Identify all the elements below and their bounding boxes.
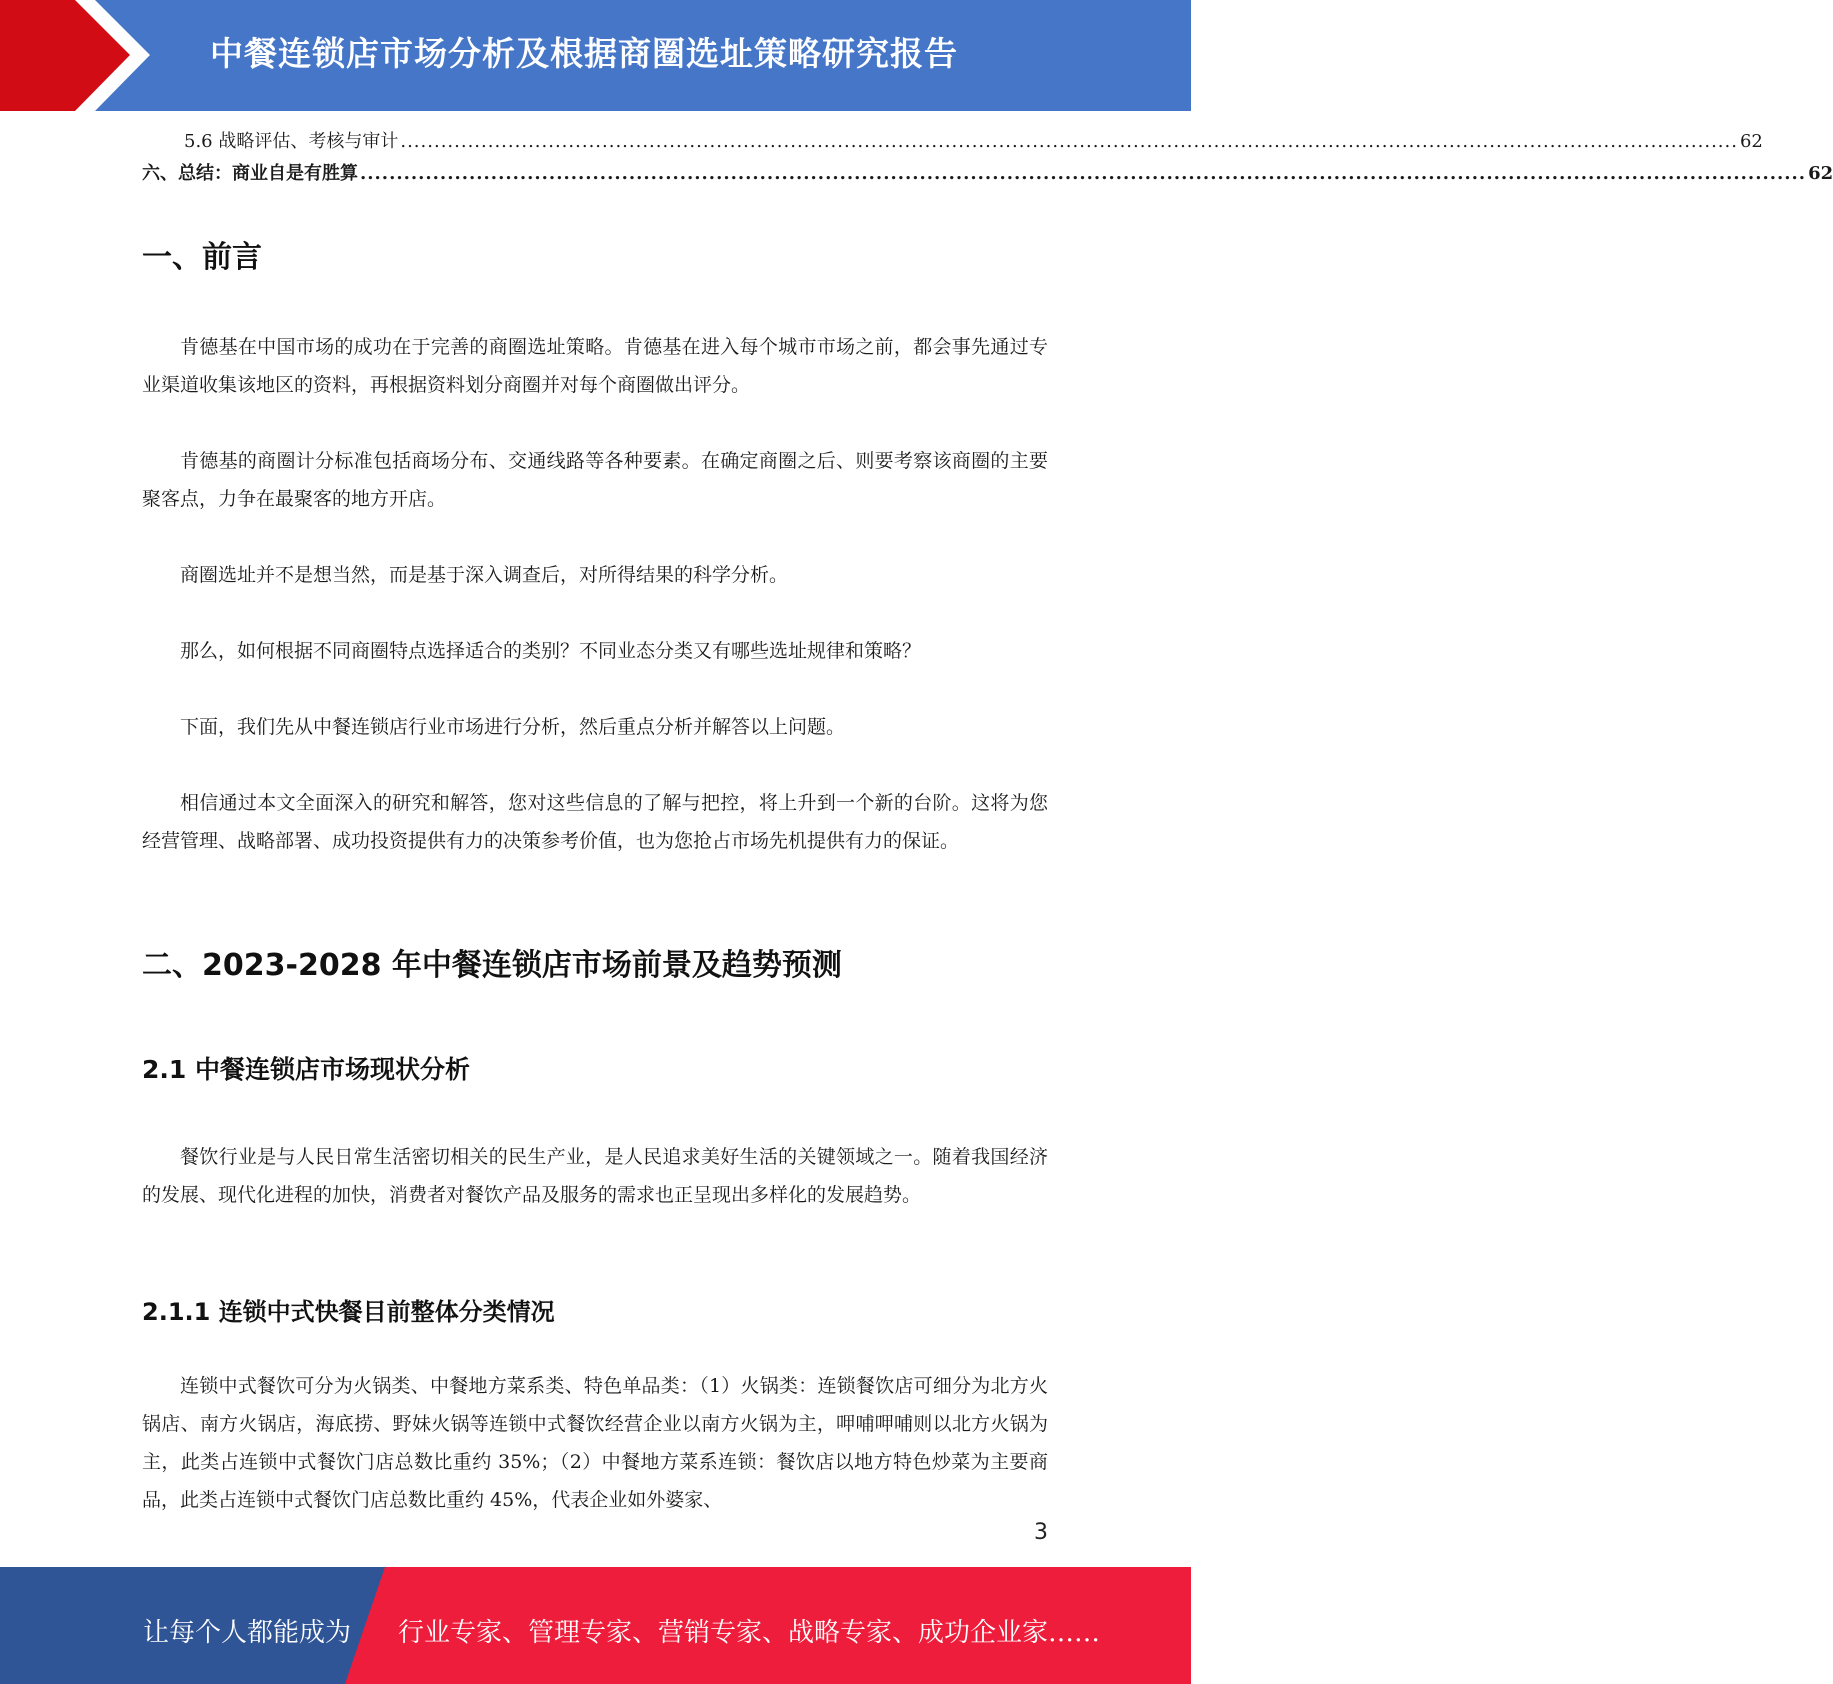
report-title: 中餐连锁店市场分析及根据商圈选址策略研究报告 [210, 34, 958, 73]
paragraph: 肯德基在中国市场的成功在于完善的商圈选址策略。肯德基在进入每个城市市场之前，都会事先通过专业渠道收集该地区的资料，再根据资料划分商圈并对每个商圈做出评分。 [142, 336, 1048, 396]
paragraph: 餐饮行业是与人民日常生活密切相关的民生产业，是人民追求美好生活的关键领域之一。随着我国经济的发展、现代化进程的加快，消费者对餐饮产品及服务的需求也正呈现出多样化的发展趋势。 [142, 1146, 1048, 1206]
market-status-heading: 2.1 中餐连锁店市场现状分析 [142, 1055, 470, 1084]
footer-slogan-right: 行业专家、管理专家、营销专家、战略专家、成功企业家…… [398, 1618, 1101, 1648]
paragraph: 连锁中式餐饮可分为火锅类、中餐地方菜系类、特色单品类：（1）火锅类：连锁餐饮店可细分为北方火锅店、南方火锅店，海底捞、野妹火锅等连锁中式餐饮经营企业以南方火锅为主，呷哺呷哺则以北方火锅为主，此类占连锁中式餐饮门店总数比重约 35%；（2）中餐地方菜系连锁：餐饮店以地方特色炒菜为主要商品，此类占连锁中式餐饮门店总数比重约 45%，代表企业如外婆家、 [142, 1375, 1048, 1511]
toc-entry-page: 62 [1808, 163, 1833, 184]
paragraph: 那么，如何根据不同商圈特点选择适合的类别？不同业态分类又有哪些选址规律和策略？ [180, 640, 922, 662]
footer-banner [0, 1567, 1191, 1684]
table-of-contents [142, 126, 1833, 190]
toc-entry-label: 5.6 战略评估、考核与审计 [184, 131, 399, 152]
header-banner [0, 0, 1191, 111]
paragraph: 下面，我们先从中餐连锁店行业市场进行分析，然后重点分析并解答以上问题。 [180, 716, 846, 738]
toc-leader-dots: ....................................................................................................................................................................................................... [360, 163, 1807, 184]
paragraph: 商圈选址并不是想当然，而是基于深入调查后，对所得结果的科学分析。 [180, 564, 789, 586]
toc-entry-label: 六、总结：商业自是有胜算 [142, 163, 358, 184]
paragraph: 相信通过本文全面深入的研究和解答，您对这些信息的了解与把控，将上升到一个新的台阶。这将为您经营管理、战略部署、成功投资提供有力的决策参考价值，也为您抢占市场先机提供有力的保证。 [142, 792, 1048, 852]
toc-entry-page: 62 [1739, 131, 1763, 152]
preface-heading: 一、前言 [142, 240, 262, 275]
footer-slogan-left: 让每个人都能成为 [143, 1618, 352, 1648]
forecast-heading: 二、2023-2028 年中餐连锁店市场前景及趋势预测 [142, 948, 842, 983]
toc-entry[interactable] [142, 158, 1833, 190]
toc-entry[interactable] [142, 126, 1763, 158]
toc-leader-dots: ....................................................................................................................................................................................................... [400, 131, 1738, 152]
category-heading: 2.1.1 连锁中式快餐目前整体分类情况 [142, 1298, 555, 1326]
paragraph: 肯德基的商圈计分标准包括商场分布、交通线路等各种要素。在确定商圈之后、则要考察该商圈的主要聚客点，力争在最聚客的地方开店。 [142, 450, 1048, 510]
header-arrow-decoration [0, 0, 160, 111]
page-number: 3 [1034, 1520, 1048, 1545]
